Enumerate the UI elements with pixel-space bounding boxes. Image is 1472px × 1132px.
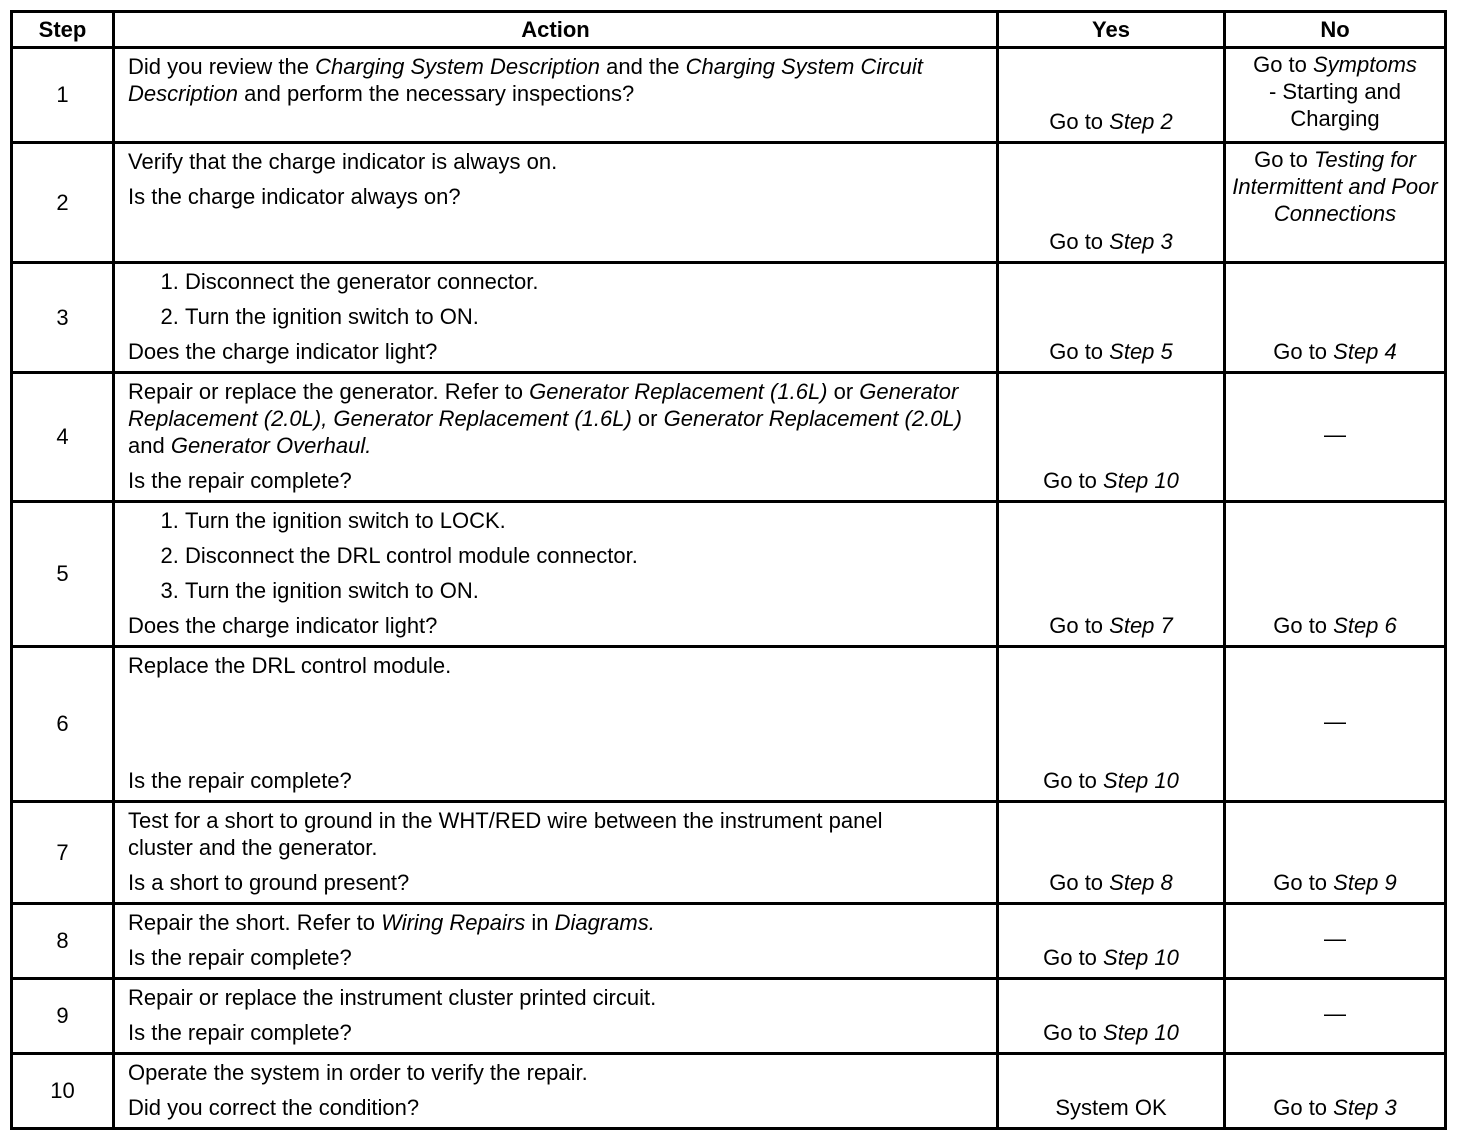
- action-reference: Generator Overhaul.: [170, 433, 372, 458]
- table-row: [12, 48, 1446, 143]
- no-cell: [1225, 373, 1446, 502]
- diagnostic-table: [10, 10, 1447, 1130]
- action-question: Is the repair complete?: [128, 945, 352, 970]
- list-item: 1. Turn the ignition switch to LOCK.: [185, 507, 984, 534]
- no-step-link: Step 6: [1333, 613, 1397, 638]
- no-reference: Testing for Intermittent and Poor Connections: [1232, 147, 1438, 226]
- action-reference: Generator Replacement (1.6L): [529, 379, 828, 404]
- step-number: 7: [12, 802, 114, 904]
- action-text: and perform the necessary inspections?: [238, 81, 635, 106]
- action-reference: Wiring Repairs: [381, 910, 526, 935]
- no-cell: [1225, 263, 1446, 373]
- yes-step-link: Step 10: [1103, 768, 1179, 793]
- no-cell: [1225, 143, 1446, 263]
- step-number: 1: [12, 48, 114, 143]
- yes-text: System OK: [1055, 1095, 1167, 1120]
- no-cell: [1225, 502, 1446, 647]
- yes-text: Go to: [1043, 468, 1104, 493]
- action-text: in: [525, 910, 555, 935]
- no-step-link: Step 9: [1333, 870, 1397, 895]
- no-step-link: Step 4: [1333, 339, 1397, 364]
- yes-cell: [998, 979, 1225, 1054]
- action-text: Replace the DRL control module.: [128, 653, 452, 678]
- list-item: 2. Disconnect the DRL control module connector.: [185, 542, 984, 569]
- no-step-link: Step 3: [1333, 1095, 1397, 1120]
- no-dash: —: [1324, 925, 1346, 951]
- table-row: [12, 979, 1446, 1054]
- yes-step-link: Step 8: [1109, 870, 1173, 895]
- header-action: Action: [114, 12, 998, 48]
- no-cell: [1225, 904, 1446, 979]
- action-question: Does the charge indicator light?: [128, 339, 438, 364]
- no-text: Go to: [1254, 147, 1314, 172]
- action-reference: Diagrams.: [554, 910, 655, 935]
- yes-step-link: Step 3: [1109, 229, 1173, 254]
- no-text: - Starting and Charging: [1268, 79, 1402, 131]
- action-cell: [114, 263, 998, 373]
- action-reference: Charging System Circuit Description: [128, 54, 923, 106]
- no-cell: [1225, 48, 1446, 143]
- no-text: Go to: [1273, 613, 1334, 638]
- no-cell: [1225, 802, 1446, 904]
- table-row: [12, 904, 1446, 979]
- action-cell: [114, 979, 998, 1054]
- header-step: Step: [12, 12, 114, 48]
- action-text: or: [827, 379, 860, 404]
- list-item: 3. Turn the ignition switch to ON.: [185, 577, 984, 604]
- table-row: [12, 373, 1446, 502]
- yes-step-link: Step 2: [1109, 109, 1173, 134]
- table-row: [12, 502, 1446, 647]
- action-reference: Generator Replacement (2.0L), Generator Replacement (1.6L): [128, 379, 959, 431]
- yes-cell: [998, 48, 1225, 143]
- action-text: Repair the short. Refer to: [128, 910, 382, 935]
- no-text: Go to: [1273, 339, 1334, 364]
- yes-text: Go to: [1049, 339, 1110, 364]
- action-text: or: [631, 406, 664, 431]
- action-steps-list: [128, 268, 984, 330]
- yes-cell: [998, 373, 1225, 502]
- action-text: Repair or replace the generator. Refer to: [128, 379, 530, 404]
- action-question: Did you correct the condition?: [128, 1095, 420, 1120]
- yes-text: Go to: [1043, 1020, 1104, 1045]
- action-cell: [114, 143, 998, 263]
- step-number: 2: [12, 143, 114, 263]
- yes-step-link: Step 10: [1103, 468, 1179, 493]
- action-text: Repair or replace the instrument cluster printed circuit.: [128, 985, 657, 1010]
- table-row: [12, 263, 1446, 373]
- action-reference: Charging System Description: [315, 54, 600, 79]
- yes-step-link: Step 10: [1103, 1020, 1179, 1045]
- no-cell: [1225, 647, 1446, 802]
- no-dash: —: [1324, 421, 1346, 447]
- action-question: Does the charge indicator light?: [128, 613, 438, 638]
- action-text: and the: [600, 54, 686, 79]
- yes-step-link: Step 10: [1103, 945, 1179, 970]
- action-steps-list: [128, 507, 984, 604]
- step-number: 5: [12, 502, 114, 647]
- header-no: No: [1225, 12, 1446, 48]
- step-number: 3: [12, 263, 114, 373]
- action-paragraph: [128, 378, 984, 459]
- action-question: Is a short to ground present?: [128, 870, 410, 895]
- step-number: 9: [12, 979, 114, 1054]
- no-text: Go to: [1253, 52, 1313, 77]
- table-row: [12, 647, 1446, 802]
- table-row: [12, 802, 1446, 904]
- action-paragraph: [128, 909, 984, 936]
- yes-step-link: Step 5: [1109, 339, 1173, 364]
- header-row: [12, 12, 1446, 48]
- list-item: 2. Turn the ignition switch to ON.: [185, 303, 984, 330]
- yes-text: Go to: [1049, 870, 1110, 895]
- yes-text: Go to: [1043, 945, 1104, 970]
- table-row: [12, 143, 1446, 263]
- action-question: Is the charge indicator always on?: [128, 184, 461, 209]
- step-number: 4: [12, 373, 114, 502]
- step-number: 10: [12, 1054, 114, 1129]
- yes-cell: [998, 1054, 1225, 1129]
- action-text: and: [128, 433, 171, 458]
- action-text: Verify that the charge indicator is always on.: [128, 149, 558, 174]
- action-cell: [114, 373, 998, 502]
- yes-text: Go to: [1049, 109, 1110, 134]
- yes-text: Go to: [1043, 768, 1104, 793]
- action-text: Operate the system in order to verify the repair.: [128, 1060, 588, 1085]
- no-dash: —: [1324, 1000, 1346, 1026]
- no-dash: —: [1324, 708, 1346, 734]
- action-cell: [114, 1054, 998, 1129]
- action-cell: [114, 802, 998, 904]
- no-reference: Symptoms: [1313, 52, 1417, 77]
- yes-text: Go to: [1049, 613, 1110, 638]
- no-cell: [1225, 979, 1446, 1054]
- action-question: Is the repair complete?: [128, 1020, 352, 1045]
- yes-cell: [998, 904, 1225, 979]
- no-text: Go to: [1273, 870, 1334, 895]
- action-question: Is the repair complete?: [128, 468, 352, 493]
- list-item: 1. Disconnect the generator connector.: [185, 268, 984, 295]
- action-cell: [114, 647, 998, 802]
- step-number: 6: [12, 647, 114, 802]
- yes-cell: [998, 143, 1225, 263]
- no-cell: [1225, 1054, 1446, 1129]
- no-text: Go to: [1273, 1095, 1334, 1120]
- action-cell: [114, 48, 998, 143]
- header-yes: Yes: [998, 12, 1225, 48]
- yes-step-link: Step 7: [1109, 613, 1173, 638]
- action-cell: [114, 904, 998, 979]
- action-text: Did you review the: [128, 54, 316, 79]
- yes-cell: [998, 263, 1225, 373]
- yes-cell: [998, 802, 1225, 904]
- yes-text: Go to: [1049, 229, 1110, 254]
- table-row: [12, 1054, 1446, 1129]
- yes-cell: [998, 502, 1225, 647]
- action-reference: Generator Replacement (2.0L): [663, 406, 962, 431]
- action-text: Test for a short to ground in the WHT/RED wire between the instrument panel cluster and the generator.: [128, 808, 883, 860]
- step-number: 8: [12, 904, 114, 979]
- action-question: Is the repair complete?: [128, 768, 352, 793]
- yes-cell: [998, 647, 1225, 802]
- action-cell: [114, 502, 998, 647]
